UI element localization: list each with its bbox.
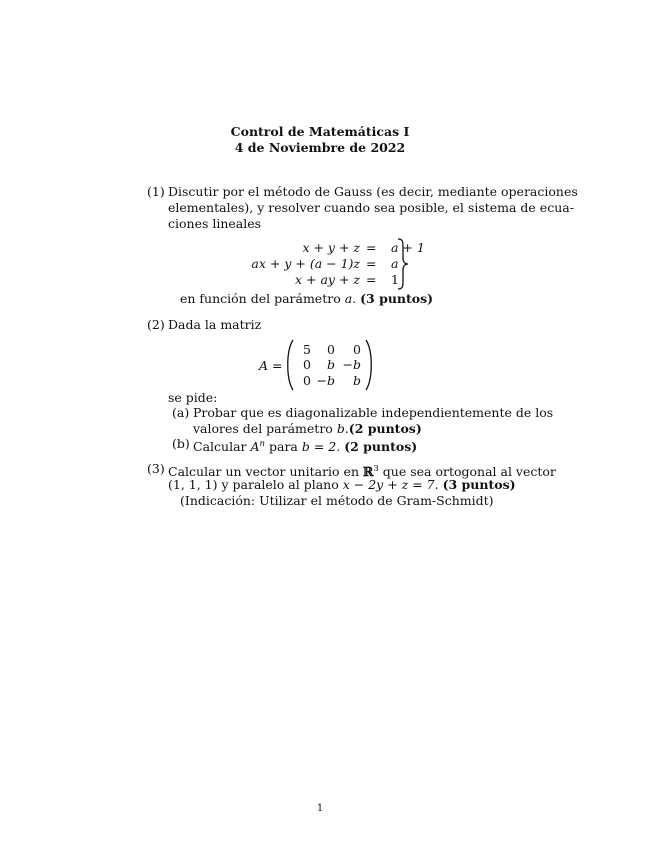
q2a-text: valores del parámetro xyxy=(193,421,333,436)
q1-footer-text: en función del parámetro xyxy=(180,291,341,306)
q2a-line1: Probar que es diagonalizable independientemente de los xyxy=(193,405,554,420)
q2-number: (2) xyxy=(147,317,165,332)
q2b-line xyxy=(193,436,417,455)
matrix-cell: 0 xyxy=(303,357,311,372)
q1-number: (1) xyxy=(147,184,165,199)
q2a-points: (2 puntos) xyxy=(348,421,422,436)
matrix-cell: −b xyxy=(342,357,361,372)
exam-title: Control de Matemáticas I xyxy=(230,124,410,139)
q3-hint: (Indicación: Utilizar el método de Gram-Schmidt) xyxy=(180,493,494,508)
q2b-power-base: A xyxy=(250,439,260,455)
right-brace-icon xyxy=(396,238,410,290)
q2-intro: Dada la matriz xyxy=(168,317,262,332)
q2a-param: b. xyxy=(336,421,349,436)
eq-rhs: 1 xyxy=(391,272,399,287)
q1-eq-row xyxy=(200,241,360,255)
q2b-text1: Calcular xyxy=(193,439,247,455)
eq-lhs: ax + y + (a − 1)z xyxy=(251,256,360,271)
eq-equals: = xyxy=(366,240,377,255)
q1-eq-row xyxy=(200,257,360,271)
page-number: 1 xyxy=(316,803,324,814)
q1-text-line3: ciones lineales xyxy=(168,216,262,231)
q2a-line2 xyxy=(193,421,422,437)
q2b-cond: b = 2. xyxy=(301,439,341,455)
q3-line1-a: Calcular un vector unitario en xyxy=(168,464,359,480)
q3-line2 xyxy=(168,477,516,493)
matrix-cell: b xyxy=(352,373,361,388)
matrix-cell: −b xyxy=(316,373,335,388)
matrix-cell: 0 xyxy=(353,342,361,357)
q3-number: (3) xyxy=(147,461,165,476)
q1-eq-row xyxy=(200,273,360,287)
q2b-power-exp: n xyxy=(259,439,265,449)
q1-points: (3 puntos) xyxy=(360,291,434,306)
q2-se-pide: se pide: xyxy=(168,390,218,405)
q2a-label: (a) xyxy=(172,405,190,420)
q3-vector: (1, 1, 1) xyxy=(168,477,218,492)
q3-plane: x − 2y + z = 7. xyxy=(342,477,439,492)
exam-date: 4 de Noviembre de 2022 xyxy=(234,140,406,155)
matrix-label: A = xyxy=(259,358,283,373)
eq-lhs: x + y + z xyxy=(302,240,360,255)
matrix-cell: 0 xyxy=(327,342,335,357)
q3-space: ℝ xyxy=(362,464,374,480)
q3-points: (3 puntos) xyxy=(442,477,516,492)
q1-text-line1: Discutir por el método de Gauss (es decir, mediante operaciones xyxy=(168,184,578,199)
q2b-points: (2 puntos) xyxy=(344,439,418,455)
q3-space-exp: 3 xyxy=(373,464,379,474)
q1-footer-param: a. xyxy=(344,291,357,306)
q3-line1-b: que sea ortogonal al vector xyxy=(382,464,556,480)
eq-lhs: x + ay + z xyxy=(295,272,360,287)
q3-line2-a: y paralelo al plano xyxy=(221,477,339,492)
matrix-cell: b xyxy=(326,357,335,372)
q1-text-line2: elementales), y resolver cuando sea posible, el sistema de ecua- xyxy=(168,200,574,215)
q2b-text2: para xyxy=(268,439,298,455)
matrix-cell: 5 xyxy=(303,342,311,357)
eq-equals: = xyxy=(366,256,377,271)
q1-footer xyxy=(180,291,433,307)
eq-rhs: a + 1 xyxy=(391,240,425,255)
eq-rhs: a xyxy=(391,256,399,271)
right-paren-icon xyxy=(364,339,374,391)
matrix-cell: 0 xyxy=(303,373,311,388)
q2b-label: (b) xyxy=(172,436,190,451)
eq-equals: = xyxy=(366,272,377,287)
